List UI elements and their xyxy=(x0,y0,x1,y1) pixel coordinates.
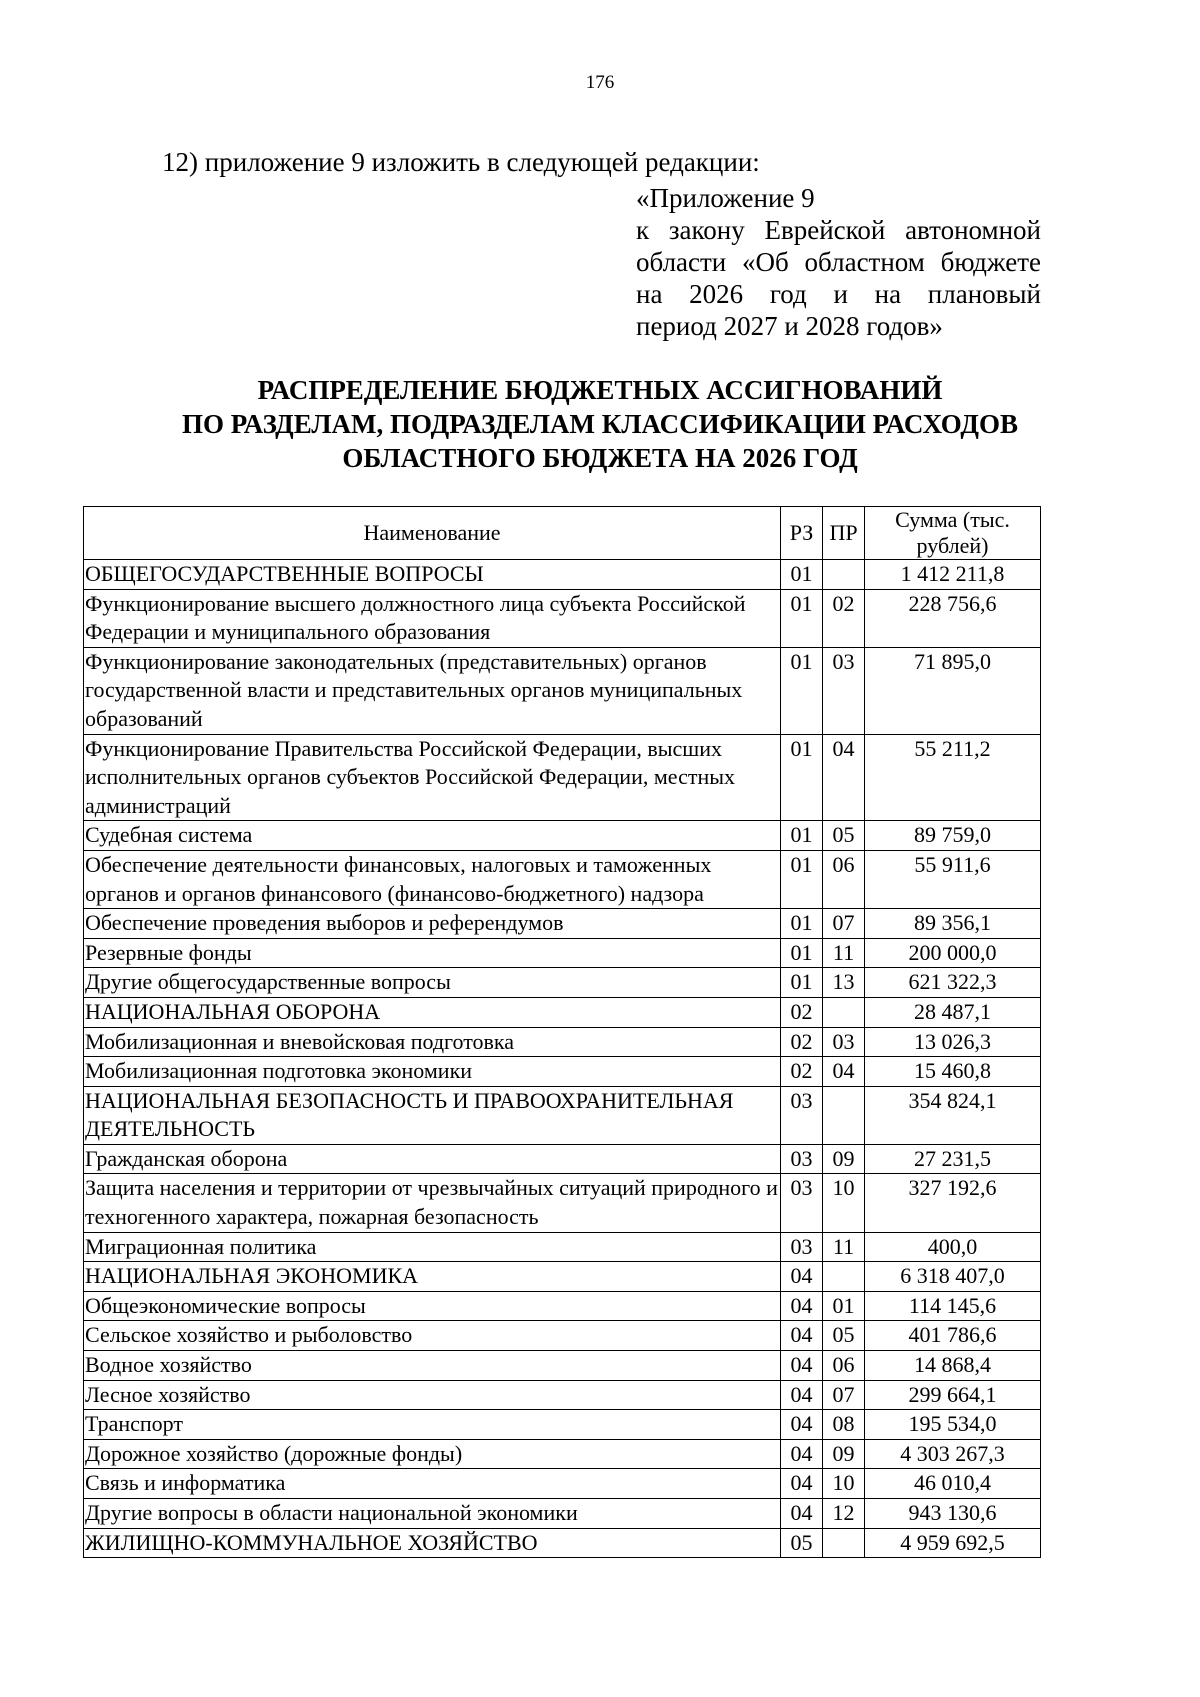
header-name: Наименование xyxy=(84,507,781,560)
table-row xyxy=(84,821,1041,851)
cell-rz: 04 xyxy=(781,1439,823,1469)
table-row xyxy=(84,909,1041,939)
cell-rz: 04 xyxy=(781,1291,823,1321)
cell-name: Другие общегосударственные вопросы xyxy=(84,968,781,998)
cell-name: Защита населения и территории от чрезвычайных ситуаций природного и техногенного характера, пожарная безопасность xyxy=(84,1174,781,1232)
cell-name: ОБЩЕГОСУДАРСТВЕННЫЕ ВОПРОСЫ xyxy=(84,560,781,590)
cell-sum: 89 759,0 xyxy=(865,821,1041,851)
table-row xyxy=(84,1439,1041,1469)
cell-sum: 1 412 211,8 xyxy=(865,560,1041,590)
intro-text: 12) приложение 9 изложить в следующей редакции: xyxy=(162,147,760,177)
cell-sum: 621 322,3 xyxy=(865,968,1041,998)
cell-pr: 06 xyxy=(823,1351,865,1381)
table-row xyxy=(84,1232,1041,1262)
cell-pr: 04 xyxy=(823,734,865,821)
table-row xyxy=(84,1057,1041,1087)
appendix-header-line: области «Об областном бюджете xyxy=(636,247,1041,277)
cell-name: Мобилизационная подготовка экономики xyxy=(84,1057,781,1087)
cell-pr: 05 xyxy=(823,1321,865,1351)
cell-name: Функционирование Правительства Российской Федерации, высших исполнительных органов субъектов Российской Федерации, местных администраций xyxy=(84,734,781,821)
cell-pr: 10 xyxy=(823,1469,865,1499)
cell-pr: 03 xyxy=(823,1027,865,1057)
cell-pr: 04 xyxy=(823,1057,865,1087)
cell-sum: 4 959 692,5 xyxy=(865,1528,1041,1558)
appendix-header-line: к закону Еврейской автономной xyxy=(636,215,1041,245)
cell-name: Другие вопросы в области национальной экономики xyxy=(84,1499,781,1529)
appendix-header xyxy=(636,182,1041,342)
cell-name: НАЦИОНАЛЬНАЯ ЭКОНОМИКА xyxy=(84,1262,781,1292)
cell-name: НАЦИОНАЛЬНАЯ ОБОРОНА xyxy=(84,997,781,1027)
cell-pr xyxy=(823,997,865,1027)
table-header-row xyxy=(84,507,1041,560)
cell-pr: 07 xyxy=(823,1380,865,1410)
document-title-line: ПО РАЗДЕЛАМ, ПОДРАЗДЕЛАМ КЛАССИФИКАЦИИ РАСХОДОВ xyxy=(181,409,1019,439)
table-row xyxy=(84,1380,1041,1410)
cell-rz: 02 xyxy=(781,1057,823,1087)
cell-sum: 27 231,5 xyxy=(865,1144,1041,1174)
cell-rz: 02 xyxy=(781,1027,823,1057)
cell-rz: 01 xyxy=(781,560,823,590)
cell-pr: 11 xyxy=(823,938,865,968)
cell-pr: 09 xyxy=(823,1439,865,1469)
cell-sum: 13 026,3 xyxy=(865,1027,1041,1057)
cell-name: Обеспечение проведения выборов и референдумов xyxy=(84,909,781,939)
cell-name: Функционирование законодательных (представительных) органов государственной власти и представительных органов муниципальных образований xyxy=(84,647,781,734)
header-sum: Сумма (тыс. рублей) xyxy=(865,507,1041,560)
cell-rz: 02 xyxy=(781,997,823,1027)
table-row xyxy=(84,1499,1041,1529)
cell-name: Обеспечение деятельности финансовых, налоговых и таможенных органов и органов финансового (финансово-бюджетного) надзора xyxy=(84,850,781,908)
header-pr: ПР xyxy=(823,507,865,560)
table-row xyxy=(84,1144,1041,1174)
cell-pr: 09 xyxy=(823,1144,865,1174)
cell-rz: 04 xyxy=(781,1410,823,1440)
cell-sum: 15 460,8 xyxy=(865,1057,1041,1087)
table-row xyxy=(84,1291,1041,1321)
table-row xyxy=(84,850,1041,908)
cell-name: Сельское хозяйство и рыболовство xyxy=(84,1321,781,1351)
cell-rz: 03 xyxy=(781,1174,823,1232)
cell-sum: 943 130,6 xyxy=(865,1499,1041,1529)
cell-rz: 03 xyxy=(781,1232,823,1262)
cell-rz: 01 xyxy=(781,589,823,647)
cell-pr: 10 xyxy=(823,1174,865,1232)
cell-sum: 4 303 267,3 xyxy=(865,1439,1041,1469)
cell-sum: 14 868,4 xyxy=(865,1351,1041,1381)
table-row xyxy=(84,1262,1041,1292)
cell-rz: 01 xyxy=(781,968,823,998)
cell-sum: 200 000,0 xyxy=(865,938,1041,968)
cell-name: Транспорт xyxy=(84,1410,781,1440)
cell-sum: 46 010,4 xyxy=(865,1469,1041,1499)
cell-rz: 01 xyxy=(781,734,823,821)
table-row xyxy=(84,1469,1041,1499)
cell-name: Дорожное хозяйство (дорожные фонды) xyxy=(84,1439,781,1469)
appendix-header-line: на 2026 год и на плановый xyxy=(636,279,1041,309)
table-row xyxy=(84,997,1041,1027)
cell-pr xyxy=(823,1262,865,1292)
cell-sum: 195 534,0 xyxy=(865,1410,1041,1440)
document-title xyxy=(60,373,1140,475)
table-row xyxy=(84,647,1041,734)
appendix-header-line: «Приложение 9 xyxy=(636,183,815,213)
cell-name: Мобилизационная и вневойсковая подготовка xyxy=(84,1027,781,1057)
cell-pr: 05 xyxy=(823,821,865,851)
table-row xyxy=(84,1410,1041,1440)
cell-rz: 01 xyxy=(781,850,823,908)
document-title-line: ОБЛАСТНОГО БЮДЖЕТА НА 2026 ГОД xyxy=(342,443,858,473)
cell-sum: 401 786,6 xyxy=(865,1321,1041,1351)
cell-rz: 04 xyxy=(781,1499,823,1529)
table-row xyxy=(84,1027,1041,1057)
cell-sum: 299 664,1 xyxy=(865,1380,1041,1410)
cell-rz: 04 xyxy=(781,1380,823,1410)
table-row xyxy=(84,589,1041,647)
cell-name: ЖИЛИЩНО-КОММУНАЛЬНОЕ ХОЗЯЙСТВО xyxy=(84,1528,781,1558)
cell-sum: 400,0 xyxy=(865,1232,1041,1262)
cell-sum: 354 824,1 xyxy=(865,1086,1041,1144)
cell-name: Лесное хозяйство xyxy=(84,1380,781,1410)
cell-pr: 07 xyxy=(823,909,865,939)
cell-rz: 03 xyxy=(781,1086,823,1144)
cell-rz: 04 xyxy=(781,1469,823,1499)
cell-name: Общеэкономические вопросы xyxy=(84,1291,781,1321)
cell-sum: 55 211,2 xyxy=(865,734,1041,821)
cell-sum: 228 756,6 xyxy=(865,589,1041,647)
budget-table xyxy=(83,506,1041,1558)
cell-rz: 01 xyxy=(781,938,823,968)
cell-pr: 06 xyxy=(823,850,865,908)
table-row xyxy=(84,734,1041,821)
cell-name: Водное хозяйство xyxy=(84,1351,781,1381)
table-row xyxy=(84,1086,1041,1144)
cell-sum: 28 487,1 xyxy=(865,997,1041,1027)
table-row xyxy=(84,968,1041,998)
page-number: 176 xyxy=(585,72,615,93)
cell-name: Судебная система xyxy=(84,821,781,851)
cell-pr xyxy=(823,560,865,590)
cell-pr: 13 xyxy=(823,968,865,998)
cell-sum: 114 145,6 xyxy=(865,1291,1041,1321)
cell-name: Связь и информатика xyxy=(84,1469,781,1499)
cell-pr: 11 xyxy=(823,1232,865,1262)
cell-rz: 01 xyxy=(781,821,823,851)
document-title-line: РАСПРЕДЕЛЕНИЕ БЮДЖЕТНЫХ АССИГНОВАНИЙ xyxy=(257,375,943,405)
table-row xyxy=(84,1528,1041,1558)
table-body xyxy=(84,560,1041,1558)
table-row xyxy=(84,1351,1041,1381)
table-row xyxy=(84,1321,1041,1351)
cell-pr: 08 xyxy=(823,1410,865,1440)
cell-pr: 02 xyxy=(823,589,865,647)
cell-rz: 01 xyxy=(781,909,823,939)
table-row xyxy=(84,560,1041,590)
cell-name: Функционирование высшего должностного лица субъекта Российской Федерации и муниципального образования xyxy=(84,589,781,647)
cell-pr xyxy=(823,1528,865,1558)
cell-name: Резервные фонды xyxy=(84,938,781,968)
cell-sum: 327 192,6 xyxy=(865,1174,1041,1232)
cell-name: НАЦИОНАЛЬНАЯ БЕЗОПАСНОСТЬ И ПРАВООХРАНИТЕЛЬНАЯ ДЕЯТЕЛЬНОСТЬ xyxy=(84,1086,781,1144)
cell-sum: 6 318 407,0 xyxy=(865,1262,1041,1292)
table-row xyxy=(84,1174,1041,1232)
cell-rz: 05 xyxy=(781,1528,823,1558)
cell-pr xyxy=(823,1086,865,1144)
cell-name: Гражданская оборона xyxy=(84,1144,781,1174)
cell-name: Миграционная политика xyxy=(84,1232,781,1262)
cell-pr: 12 xyxy=(823,1499,865,1529)
cell-rz: 04 xyxy=(781,1262,823,1292)
cell-sum: 89 356,1 xyxy=(865,909,1041,939)
cell-sum: 71 895,0 xyxy=(865,647,1041,734)
table-row xyxy=(84,938,1041,968)
cell-sum: 55 911,6 xyxy=(865,850,1041,908)
cell-rz: 03 xyxy=(781,1144,823,1174)
cell-rz: 04 xyxy=(781,1321,823,1351)
appendix-header-line: период 2027 и 2028 годов» xyxy=(636,311,943,341)
cell-pr: 01 xyxy=(823,1291,865,1321)
cell-rz: 04 xyxy=(781,1351,823,1381)
cell-rz: 01 xyxy=(781,647,823,734)
cell-pr: 03 xyxy=(823,647,865,734)
header-rz: РЗ xyxy=(781,507,823,560)
